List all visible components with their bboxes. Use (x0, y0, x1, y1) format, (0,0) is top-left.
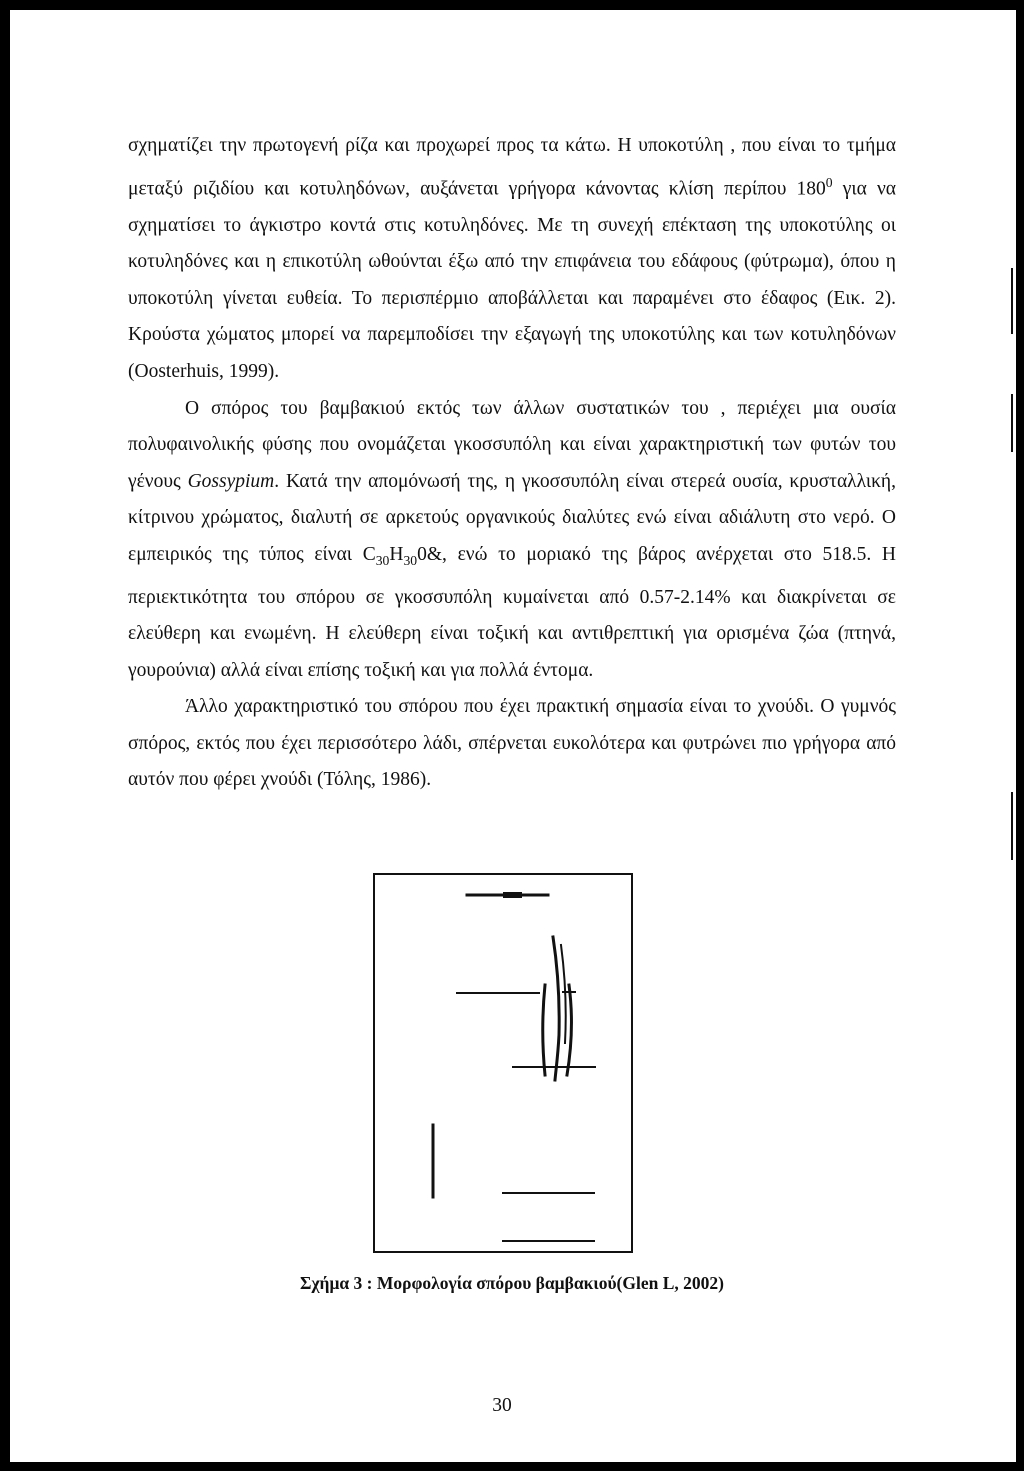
page-edge-mark (1011, 268, 1013, 334)
text-run: 0&, ενώ το μοριακό της βάρος ανέρχεται στο 518.5. Η περιεκτικότητα του σπόρου σε γκοσσυπόλη κυμαίνεται από 0.57-2.14% και διακρίνεται σε ελεύθερη και ενωμένη. Η ελεύθερη είναι τοξική και αντιθρεπτική για ορισμένα ζώα (πτηνά, γουρούνια) αλλά είναι επίσης τοξική και για πολλά έντομα. (128, 544, 897, 681)
text-run: σχηματίζει την πρωτογενή ρίζα και προχωρεί προς τα κάτω. Η υποκοτύλη , που είναι το τμήμα μεταξύ ριζιδίου και κοτυληδόνων, αυξάνεται γρήγορα κάνοντας κλίση περίπου 180 (128, 135, 896, 200)
text-run: για να σχηματίσει το άγκιστρο κοντά στις κοτυληδόνες. Με τη συνεχή επέκταση της υποκοτύλης οι κοτυληδόνες και η επικοτύλη ωθούνται έξω από την επιφάνεια του εδάφους (φύτρωμα), όπου η υποκοτύλη γίνεται ευθεία. Το περισπέρμιο αποβάλλεται και παραμένει στο έδαφος (Εικ. 2). Κρούστα χώματος μπορεί να παρεμποδίσει την εξαγωγή της υποκοτύλης και των κοτυληδόνων (Oosterhuis, 1999). (128, 178, 896, 383)
hypocotyl-stroke (543, 985, 545, 1075)
superscript-text: 0 (825, 174, 833, 190)
hypocotyl-stroke (561, 945, 566, 1043)
page-number: 30 (492, 1395, 512, 1416)
figure-caption: Σχήμα 3 : Μορφολογία σπόρου βαμβακιού(Glen L, 2002) (300, 1273, 724, 1293)
seed-morphology-figure (373, 873, 633, 1253)
italic-text: Gossypium (187, 470, 275, 492)
seed-morphology-drawing (375, 875, 627, 1247)
hypocotyl-stroke (567, 985, 571, 1075)
text-run: . Κατά την απομόνωσή της, η γκοσσυπόλη είναι στερεά ουσία, κρυσταλλική, κίτρινου χρώματος, διαλυτή σε αρκετούς οργανικούς διαλύτες ενώ είναι αδιάλυτη στο νερό. Ο εμπειρικός της τύπος είναι C (128, 470, 897, 566)
hypocotyl-stroke (553, 937, 559, 1080)
text-run: H (389, 544, 404, 566)
paragraph-1 (128, 128, 896, 391)
subscript-text: 30 (403, 552, 418, 568)
text-run: Άλλο χαρακτηριστικό του σπόρου που έχει πρακτική σημασία είναι το χνούδι. Ο γυμνός σπόρος, εκτός που έχει περισσότερο λάδι, σπέρνεται ευκολότερα και φυτρώνει πιο γρήγορα από αυτόν που φέρει χνούδι (Τόλης, 1986). (128, 696, 896, 791)
subscript-text: 30 (375, 552, 390, 568)
paragraph-2 (128, 391, 896, 690)
page-edge-mark (1011, 792, 1013, 860)
text-run: Ο σπόρος του βαμβακιού εκτός των άλλων συστατικών του , περιέχει μια ουσία πολυφαινολικής φύσης που ονομάζεται γκοσσυπόλη και είναι χαρακτηριστική των φυτών του γένους (128, 397, 896, 492)
paragraph-3 (128, 689, 896, 799)
page-edge-mark (1011, 394, 1013, 452)
body-text (128, 128, 896, 799)
